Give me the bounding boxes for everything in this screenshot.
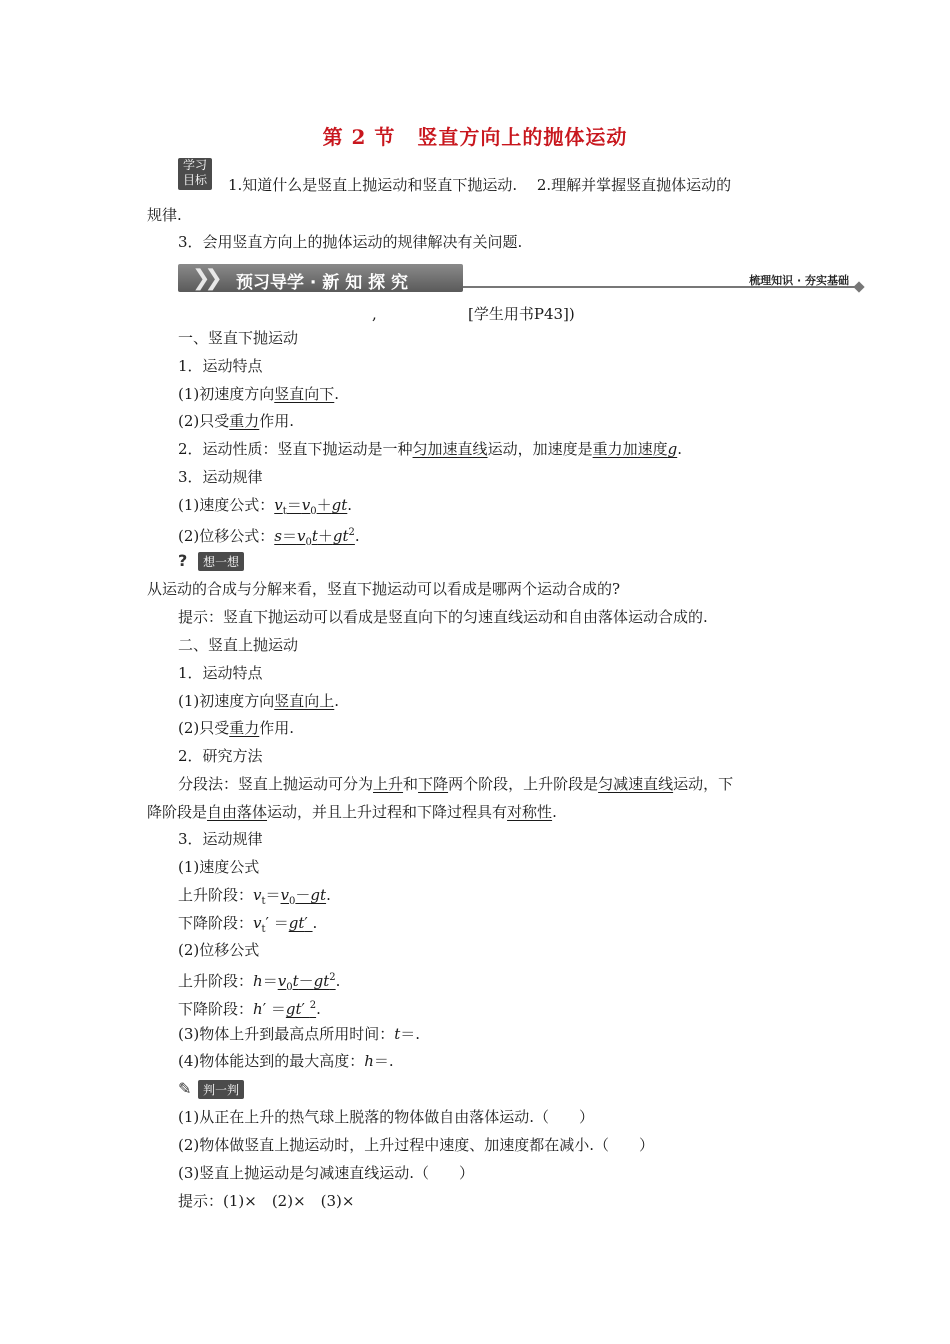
judge-q2: (2)物体做竖直上抛运动时，上升过程中速度、加速度都在减小.（ ） xyxy=(178,1136,655,1154)
pen-icon: ✎ xyxy=(178,1079,192,1098)
think-answer: 提示：竖直下抛运动可以看成是竖直向下的匀速直线运动和自由落体运动合成的. xyxy=(178,608,708,626)
ref-book: [学生用书P43]) xyxy=(468,305,575,323)
section-number: 第 2 节 xyxy=(322,125,396,149)
s2-velocity-head: (1)速度公式 xyxy=(178,858,260,876)
section-banner xyxy=(178,264,863,294)
page-title xyxy=(0,121,950,150)
s1-h1: 1．运动特点 xyxy=(178,357,263,375)
s1-velocity-formula: (1)速度公式：$v_t=v_0+gt$. xyxy=(178,496,353,517)
chevron-icon: ❯❯ xyxy=(192,266,217,291)
judge-answer: 提示：(1)× (2)× (3)× xyxy=(178,1192,355,1210)
learning-goals-badge: 学习 目标 xyxy=(178,158,212,190)
s1-p2: (2)只受重力作用. xyxy=(178,412,295,430)
s2-method-1: 分段法：竖直上抛运动可分为上升和下降两个阶段，上升阶段是匀减速直线运动，下 xyxy=(178,775,734,793)
ref-comma: , xyxy=(372,305,377,323)
s2-displacement-head: (2)位移公式 xyxy=(178,941,260,959)
s2-h2: 2．研究方法 xyxy=(178,747,263,765)
think-question: 从运动的合成与分解来看，竖直下抛运动可以看成是哪两个运动合成的? xyxy=(147,580,621,598)
s2-p2: (2)只受重力作用. xyxy=(178,719,295,737)
diamond-icon xyxy=(853,281,864,292)
banner-title: 预习导学 · 新 知 探 究 xyxy=(236,273,409,293)
s2-velocity-up: 上升阶段：$v_t=v_0-gt$. xyxy=(178,886,331,907)
s2-p1: (1)初速度方向竖直向上. xyxy=(178,692,340,710)
question-icon: ? xyxy=(178,551,188,570)
s2-displacement-down: 下降阶段：h′ ＝gt′ $^2$. xyxy=(178,1000,321,1018)
s2-heading: 二、竖直上抛运动 xyxy=(178,636,299,654)
s2-velocity-down: 下降阶段：$v_t' =gt'$ . xyxy=(178,914,318,935)
goal-line-1: 1.知道什么是竖直上抛运动和竖直下抛运动. 2.理解并掌握竖直抛体运动的 xyxy=(228,176,732,194)
s1-p1: (1)初速度方向竖直向下. xyxy=(178,385,340,403)
s2-h3: 3．运动规律 xyxy=(178,830,263,848)
s2-h1: 1．运动特点 xyxy=(178,664,263,682)
judge-q1: (1)从正在上升的热气球上脱落的物体做自由落体运动.（ ） xyxy=(178,1108,595,1126)
s2-max-height: (4)物体能达到的最大高度：h＝. xyxy=(178,1052,394,1070)
section-name: 竖直方向上的抛体运动 xyxy=(417,125,628,149)
s2-displacement-up: 上升阶段：$h=v_0t-gt^2$. xyxy=(178,972,341,993)
s1-h3: 3．运动规律 xyxy=(178,468,263,486)
judge-q3: (3)竖直上抛运动是匀减速直线运动.（ ） xyxy=(178,1164,475,1182)
goal-line-1-cont: 规律. xyxy=(147,206,182,224)
goal-line-2: 3．会用竖直方向上的抛体运动的规律解决有关问题. xyxy=(178,233,523,251)
s1-heading: 一、竖直下抛运动 xyxy=(178,329,299,347)
think-badge: ? 想一想 xyxy=(178,551,244,571)
judge-badge: ✎ 判一判 xyxy=(178,1079,244,1099)
s2-method-2: 降阶段是自由落体运动，并且上升过程和下降过程具有对称性. xyxy=(147,803,557,821)
banner-subtitle: 梳理知识 · 夯实基础 xyxy=(749,274,849,287)
s1-displacement-formula: (2)位移公式：$s=v_0t+gt^2$. xyxy=(178,527,360,548)
s2-time-to-top: (3)物体上升到最高点所用时间：t＝. xyxy=(178,1025,421,1043)
s1-h2: 2．运动性质：竖直下抛运动是一种匀加速直线运动，加速度是重力加速度g. xyxy=(178,440,682,458)
